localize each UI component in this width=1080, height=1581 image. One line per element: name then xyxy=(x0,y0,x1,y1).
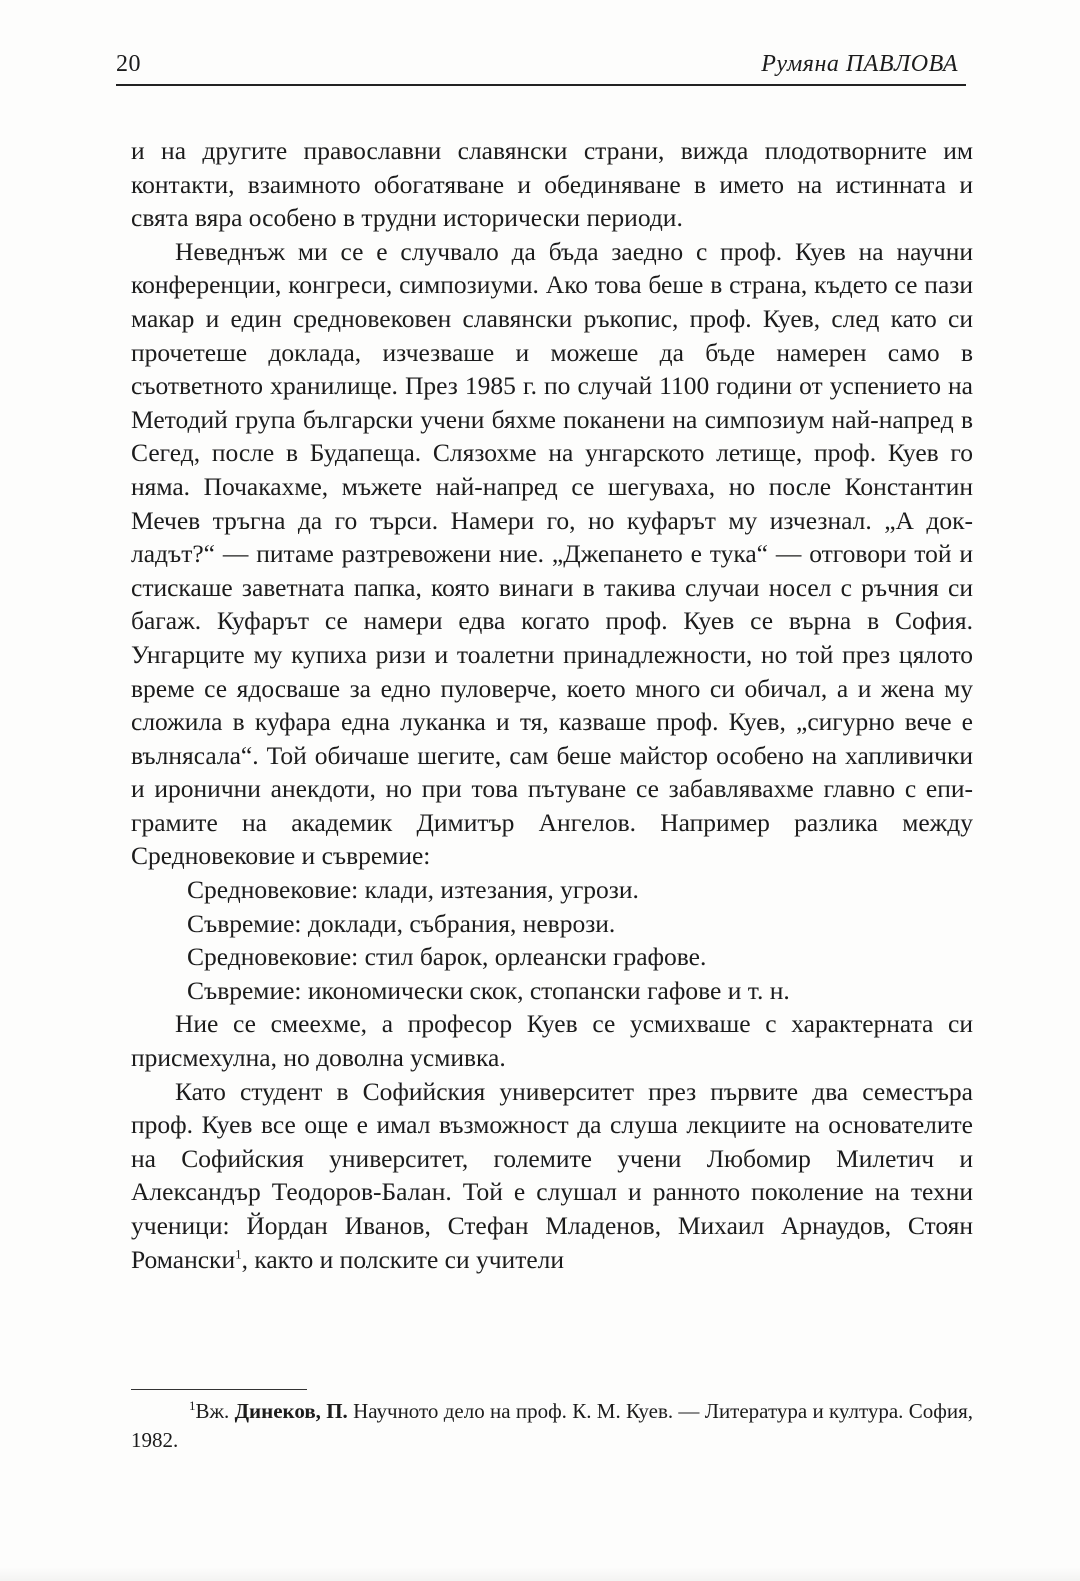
body-text xyxy=(131,134,973,1276)
paragraph-1: и на другите православни славянски страни, вижда плодотворните им контакти, взаимното обогатяване и обединяване в името на истинната и свята вяра особено в трудни исторически периоди. xyxy=(131,136,973,233)
footnote-text xyxy=(131,1397,973,1455)
paragraph-3: Ние се смеехме, а професор Куев се усмихваше с характерната си присмехулна, но доволна усмивка. xyxy=(131,1009,973,1073)
running-head: Румяна ПАВЛОВА xyxy=(761,51,958,77)
scan-edge-shadow xyxy=(0,1567,1080,1581)
footnote-prefix: Вж. xyxy=(195,1399,235,1423)
epigram-line-2: Съвремие: доклади, събрания, неврози. xyxy=(187,908,616,938)
page-header xyxy=(116,40,966,86)
epigram-line-4: Съвремие: икономически скок, стопански гафове и т. н. xyxy=(187,975,790,1005)
paragraph-2: Неведнъж ми се е случвало да бъда заедно с проф. Куев на научни конференции, конгреси, симпозиуми. Ако това беше в страна, където се пази макар и един средновековен славянски ръкопис, проф. Куев, след като си прочетеше доклада, изчезваше и можеше да бъде намерен само в съответното хранилище. През 1985 г. по случай 1100 години от успението на Методий група български учени бяхме поканени на симпозиум най-напред в Сегед, после в Будапеща. Слязохме на унгарското летище, проф. Куев го няма. Почакахме, мъжете най-напред се шегуваха, но после Константин Мечев тръгна да го търси. Намери го, но куфарът му изчезнал. „А докладът?“ — питаме разтревожени ние. „Джепането е тука“ — отговори той и стискаше заветната папка, която винаги в такива случаи носел с ръчния си багаж. Куфарът се намери едва когато проф. Куев се върна в София. Унгарците му купиха ризи и тоалетни принадлежности, но той през цялото време се ядосваше за едно пуловерче, което много си обичал, а и жена му сложила в куфара една луканка и тя, казваше проф. Куев, „сигурно вече е вълнясала“. Той обичаше шегите, сам беше майстор особено на хапливички и иронични анекдоти, но при това пътуване се забавлявахме главно с епиграмите на академик Димитър Ангелов. Например разлика между Средновековие и съвремие: xyxy=(131,236,973,871)
footnote-author: Динеков, П. xyxy=(234,1399,348,1423)
paragraph-4-text: Като студент в Софийския университет през първите два семестъра проф. Куев все още е имал възможност да слуша лекциите на основателите на Софийския университет, големите учени Любомир Милетич и Александър Теодоров-Балан. Той е слушал и ранното поколение на техни ученици: Йордан Иванов, Стефан Младенов, Михаил Арнаудов, Стоян Романски xyxy=(131,1076,973,1274)
epigram-line-3: Средновековие: стил барок, орлеански графове. xyxy=(187,942,707,972)
footnote xyxy=(131,1397,973,1455)
paragraph-4-tail: , както и полските си учители xyxy=(241,1244,565,1274)
epigram-line-1: Средновековие: клади, изтезания, угрози. xyxy=(187,875,639,905)
footnote-mark: 1 xyxy=(189,1398,196,1413)
footnote-reference[interactable]: 1 xyxy=(235,1246,242,1262)
page-number: 20 xyxy=(116,51,141,77)
paragraph-4 xyxy=(131,1075,973,1277)
footnote-divider xyxy=(131,1389,307,1390)
footnote-body: Научното дело на проф. К. М. Куев. — Литература и култура. София, 1982. xyxy=(131,1399,973,1452)
